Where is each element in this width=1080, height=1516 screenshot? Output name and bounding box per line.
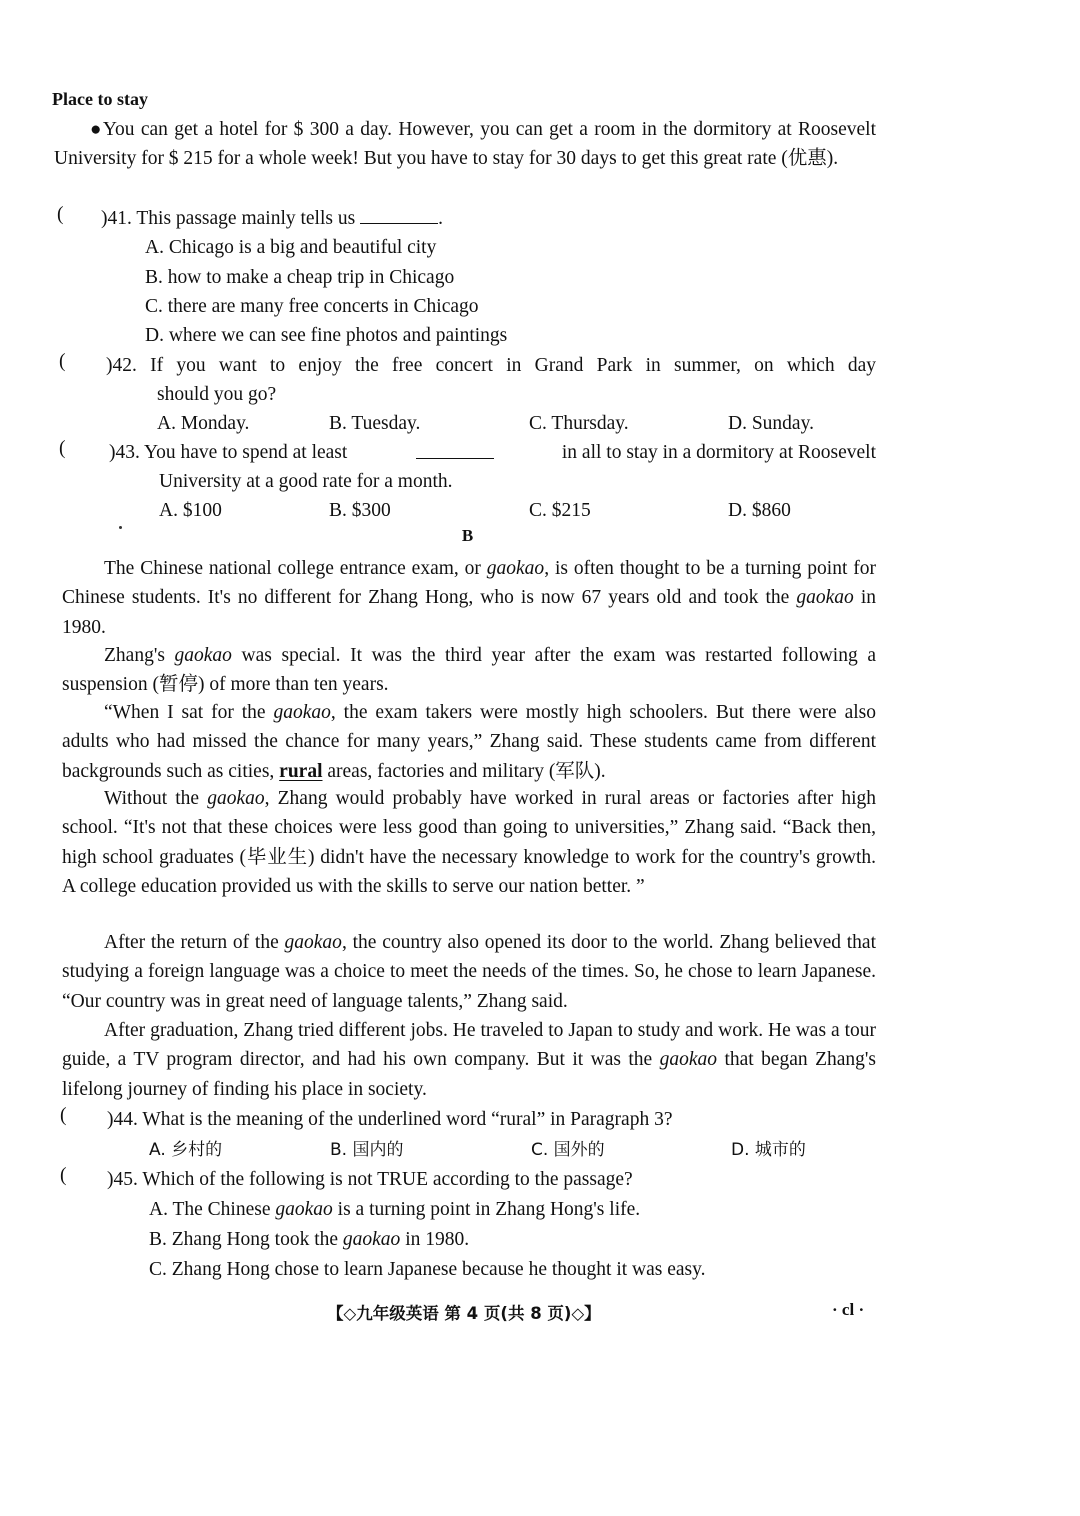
p6-text-2: that began Zhang's lifelong journey of finding his place in society. xyxy=(62,1049,876,1100)
page-code: · cl · xyxy=(832,1300,865,1319)
p2-gaokao: gaokao xyxy=(174,645,232,666)
question-41 xyxy=(101,204,443,233)
question-41-stem: )41. This passage mainly tells us xyxy=(101,208,356,229)
option-45-b xyxy=(149,1225,469,1254)
p3-gaokao: gaokao xyxy=(273,702,331,723)
p6-text: After graduation, Zhang tried different jobs. He traveled to Japan to study and work. He was a tour guide, a TV program director, and had his own company. But it was the xyxy=(62,1020,876,1071)
place-to-stay-paragraph xyxy=(54,115,876,174)
paragraph-4 xyxy=(62,784,876,901)
answer-paren: ( xyxy=(57,204,64,225)
paragraph-3 xyxy=(62,698,876,786)
answer-blank xyxy=(360,205,438,224)
option-45-a-text: A. The Chinese xyxy=(149,1199,276,1220)
p5-text: After the return of the xyxy=(104,932,285,953)
p1-gaokao: gaokao xyxy=(486,558,545,579)
question-41-end: . xyxy=(438,208,443,229)
p1-text: The Chinese national college entrance exam, or xyxy=(104,558,487,579)
option-43-d: D. $860 xyxy=(728,500,791,521)
option-45-a-gaokao: gaokao xyxy=(275,1199,333,1220)
p5-gaokao: gaokao xyxy=(284,932,342,953)
option-45-b-text-2: in 1980. xyxy=(400,1229,470,1250)
option-42-d: D. Sunday. xyxy=(728,413,814,434)
option-44-a xyxy=(149,1135,222,1165)
p1-gaokao-2: gaokao xyxy=(796,587,854,609)
underlined-word-rural: rural xyxy=(279,760,323,782)
option-45-a-text-2: is a turning point in Zhang Hong's life. xyxy=(332,1199,641,1220)
p4-text-2: , Zhang would probably have worked in rural areas or factories after high school. “It's not that these choices were less good than going to universities,” Zhang said. “Back then, high school graduates (毕业生) didn't have the necessary knowledge to work for the country's growth. A college education provided us with the skills to serve our nation better. ” xyxy=(62,788,877,897)
option-41-c: C. there are many free concerts in Chicago xyxy=(145,296,479,317)
option-45-c: C. Zhang Hong chose to learn Japanese because he thought it was easy. xyxy=(149,1259,706,1280)
p1-text-2: , is often thought to be a turning point for Chinese students. It's no different for Zhang Hong, who is now 67 years old and took the xyxy=(62,558,876,609)
option-44-b-text: B. 国内的 xyxy=(330,1140,404,1160)
paragraph-2 xyxy=(62,641,876,700)
page-footer: 【◇九年级英语 第 4 页(共 8 页)◇】 xyxy=(327,1304,601,1323)
p3-text-3: areas, factories and military (军队). xyxy=(322,760,606,782)
option-44-d-text: D. 城市的 xyxy=(731,1140,806,1160)
answer-paren: ( xyxy=(60,1105,67,1126)
option-44-c xyxy=(531,1135,605,1165)
option-41-d: D. where we can see fine photos and paintings xyxy=(145,325,508,346)
option-44-c-text: C. 国外的 xyxy=(531,1140,605,1160)
option-45-b-gaokao: gaokao xyxy=(342,1229,401,1250)
p5-text-2: , the country also opened its door to the world. Zhang believed that studying a foreign language was a choice to meet the needs of the times. So, he chose to learn Japanese. “Our country was in great need of language talents,” Zhang said. xyxy=(62,932,876,1012)
p2-text: Zhang's xyxy=(104,645,175,666)
answer-blank xyxy=(416,438,494,459)
question-43-stem-after: in all to stay in a dormitory at Roosevelt xyxy=(561,442,876,463)
option-42-a: A. Monday. xyxy=(157,413,250,434)
answer-paren: ( xyxy=(60,1165,67,1186)
question-42-line2: should you go? xyxy=(157,384,277,405)
option-41-b: B. how to make a cheap trip in Chicago xyxy=(145,267,455,288)
p3-text-2: , the exam takers were mostly high schoolers. But there were also adults who had missed the chance for many years,” Zhang said. These students came from different backgrounds such as cities, xyxy=(62,702,876,782)
p2-text-2: was special. It was the third year after the exam was restarted following a suspension (暂停) of more than ten years. xyxy=(62,645,876,696)
answer-paren: ( xyxy=(59,351,66,372)
question-43-line1 xyxy=(109,438,876,467)
p4-text: Without the xyxy=(104,788,208,809)
section-heading: Place to stay xyxy=(52,89,148,109)
question-45-stem: )45. Which of the following is not TRUE according to the passage? xyxy=(107,1169,633,1190)
option-45-b-text: B. Zhang Hong took the xyxy=(149,1229,343,1250)
place-to-stay-text: You can get a hotel for $ 300 a day. However, you can get a room in the dormitory at Roosevelt University for $ 215 for a whole week! But you have to stay for 30 days to get this great rate (优惠). xyxy=(54,119,876,170)
paragraph-1 xyxy=(62,554,876,642)
option-41-a: A. Chicago is a big and beautiful city xyxy=(145,237,437,258)
question-43-line2: University at a good rate for a month. xyxy=(159,471,453,492)
option-44-a-text: A. 乡村的 xyxy=(149,1140,223,1160)
option-42-b: B. Tuesday. xyxy=(329,413,421,434)
answer-paren: ( xyxy=(59,438,66,459)
question-44-stem: )44. What is the meaning of the underlined word “rural” in Paragraph 3? xyxy=(107,1109,673,1130)
option-45-a xyxy=(149,1195,640,1224)
p6-gaokao: gaokao xyxy=(659,1049,718,1071)
p4-gaokao: gaokao xyxy=(207,788,265,809)
p1-text-3: in 1980. xyxy=(62,587,876,638)
paragraph-6 xyxy=(62,1016,876,1104)
option-42-c: C. Thursday. xyxy=(529,413,629,434)
option-43-a: A. $100 xyxy=(159,500,222,521)
option-43-c: C. $215 xyxy=(529,500,591,521)
section-b-label: B xyxy=(461,526,474,545)
question-42-line1: )42. If you want to enjoy the free concert in Grand Park in summer, on which day xyxy=(106,355,876,376)
option-44-d xyxy=(731,1135,806,1165)
option-43-b: B. $300 xyxy=(329,500,391,521)
question-43-stem-before: )43. You have to spend at least xyxy=(109,442,348,463)
paragraph-5 xyxy=(62,928,876,1016)
bullet-icon: ● xyxy=(90,119,103,140)
p3-text: “When I sat for the xyxy=(104,702,274,723)
option-44-b xyxy=(330,1135,403,1165)
